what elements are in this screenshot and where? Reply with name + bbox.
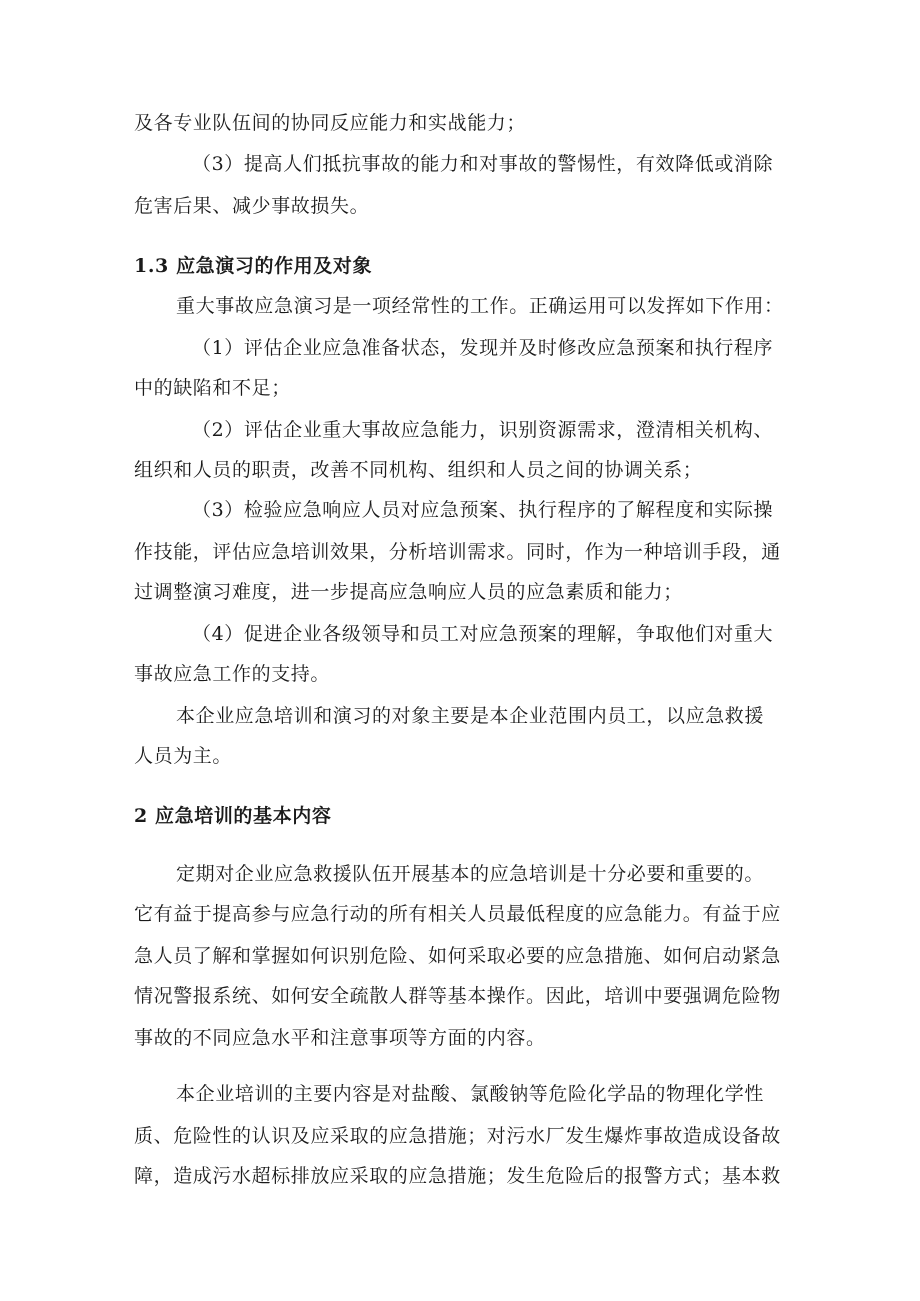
section-heading-2: 2 应急培训的基本内容 [134,805,332,827]
text-line: 急人员了解和掌握如何识别危险、如何采取必要的应急措施、如何启动紧急 [134,945,781,967]
text-line: 事故应急工作的支持。 [134,663,331,685]
paragraph-line: 重大事故应急演习是一项经常性的工作。正确运用可以发挥如下作用： [176,295,784,317]
text-line: 作技能，评估应急培训效果，分析培训需求。同时，作为一种培训手段，通 [134,541,781,563]
text-line: 危害后果、减少事故损失。 [134,195,370,217]
text-line: 人员为主。 [134,745,233,767]
list-item-line: （1）评估企业应急准备状态，发现并及时修改应急预案和执行程序 [192,337,774,359]
text-line: 组织和人员的职责，改善不同机构、组织和人员之间的协调关系； [134,459,703,481]
text-line: 过调整演习难度，进一步提高应急响应人员的应急素质和能力； [134,581,683,603]
section-heading-1-3: 1.3 应急演习的作用及对象 [134,255,373,277]
list-item-line: （3）检验应急响应人员对应急预案、执行程序的了解程度和实际操 [192,499,774,521]
paragraph-line: 本企业应急培训和演习的对象主要是本企业范围内员工，以应急救援 [176,705,765,727]
list-item-line: （2）评估企业重大事故应急能力，识别资源需求，澄清相关机构、 [192,419,774,441]
text-line: 及各专业队伍间的协同反应能力和实战能力； [134,112,527,134]
text-line: 质、危险性的认识及应采取的应急措施；对污水厂发生爆炸事故造成设备故 [134,1125,781,1147]
list-item-line: （3）提高人们抵抗事故的能力和对事故的警惕性，有效降低或消除 [192,153,774,175]
paragraph-line: 本企业培训的主要内容是对盐酸、氯酸钠等危险化学品的物理化学性 [176,1083,765,1105]
list-item-line: （4）促进企业各级领导和员工对应急预案的理解，争取他们对重大 [192,623,774,645]
text-line: 中的缺陷和不足； [134,377,291,399]
text-line: 事故的不同应急水平和注意事项等方面的内容。 [134,1027,546,1049]
text-line: 障，造成污水超标排放应采取的应急措施；发生危险后的报警方式；基本救 [134,1165,781,1187]
paragraph-line: 定期对企业应急救援队伍开展基本的应急培训是十分必要和重要的。 [176,863,765,885]
text-line: 它有益于提高参与应急行动的所有相关人员最低程度的应急能力。有益于应 [134,903,781,925]
text-line: 情况警报系统、如何安全疏散人群等基本操作。因此，培训中要强调危险物 [134,985,781,1007]
